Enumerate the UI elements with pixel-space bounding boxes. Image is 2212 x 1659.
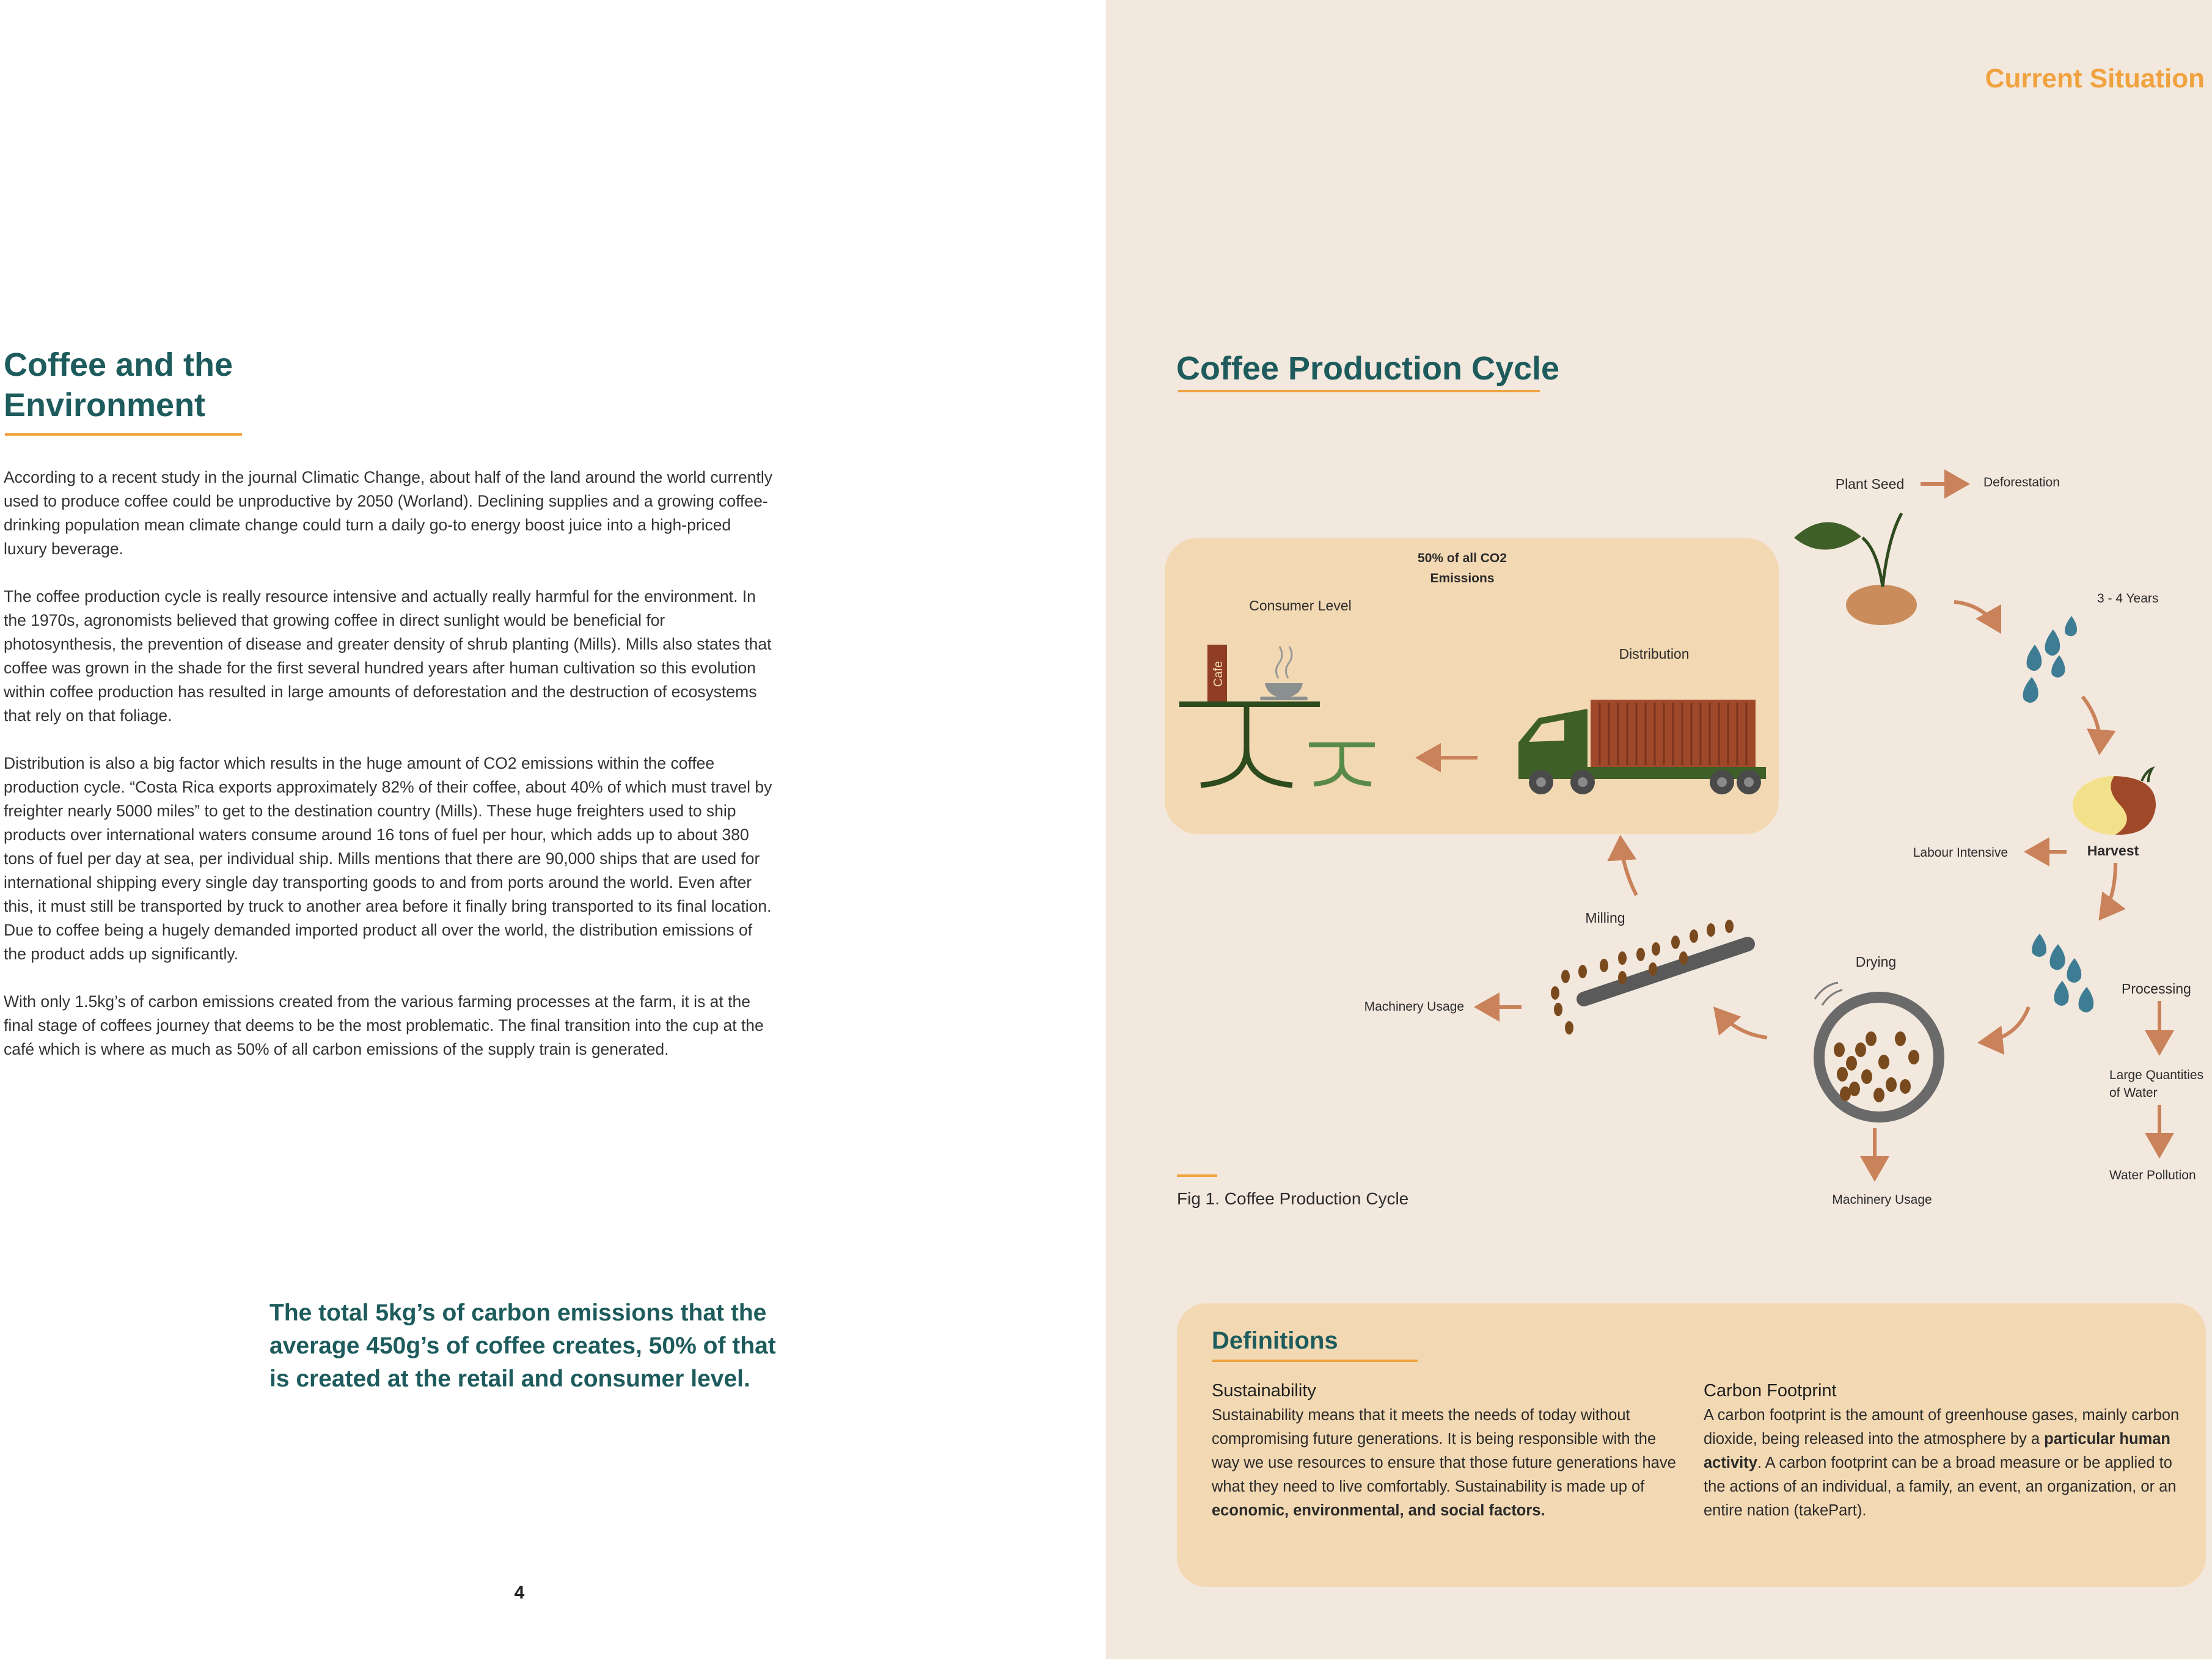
arrow-drying-to-milling: [1716, 1009, 1767, 1038]
label-deforestation: Deforestation: [1983, 475, 2060, 489]
label-co2-line2: Emissions: [1430, 571, 1495, 585]
arrow-milling-to-distribution: [1621, 838, 1636, 895]
definition-carbon-footprint: [1704, 1381, 2180, 1523]
page-number: 4: [514, 1583, 525, 1603]
fig-caption: Fig 1. Coffee Production Cycle: [1177, 1189, 1409, 1208]
label-large-quantities-2: of Water: [2109, 1086, 2158, 1100]
arrow-growth-to-harvest: [2082, 697, 2100, 752]
cafe-sign-text: Cafe: [1212, 661, 1225, 687]
label-large-quantities-1: Large Quantities: [2109, 1068, 2204, 1082]
label-machinery-usage-drying: Machinery Usage: [1832, 1193, 1932, 1207]
label-distribution: Distribution: [1619, 646, 1690, 662]
milling-icon: [1551, 920, 1748, 1035]
sustainability-body: [1212, 1404, 1682, 1523]
paragraph-1: According to a recent study in the journal Climatic Change, about half of the land around the world currently used to produce coffee could be unproductive by 2050 (Worland). Declining supplies and a growing coffee-drinking population mean climate change could turn a daily go-to energy boost juice into a high-priced luxury beverage.: [4, 468, 772, 558]
label-plant-seed: Plant Seed: [1835, 476, 1905, 492]
arrow-seed-to-growth: [1954, 602, 1999, 631]
label-drying: Drying: [1855, 954, 1897, 970]
carbon-footprint-body: [1704, 1404, 2180, 1523]
definition-sustainability: [1212, 1381, 1682, 1523]
label-consumer-level: Consumer Level: [1249, 598, 1352, 613]
definitions-title-underline: [1212, 1360, 1418, 1362]
heading-line-1: Coffee and the: [4, 346, 233, 383]
carbon-bold: particular human activity: [1704, 1430, 2171, 1471]
harvest-bean-icon: [2073, 769, 2156, 835]
label-water-pollution: Water Pollution: [2109, 1168, 2196, 1182]
definitions-title: Definitions: [1212, 1327, 1338, 1354]
carbon-text-2: . A carbon footprint can be a broad measure or be applied to the actions of an individual, a family, an event, an organization, or an entire nation (takePart).: [1704, 1454, 2177, 1519]
paragraph-4: With only 1.5kg’s of carbon emissions created from the various farming processes at the farm, it is at the final stage of coffees journey that deems to be the most problematic. The final transition into the cup at the café which is where as much as 50% of all carbon emissions of the supply train is generated.: [4, 992, 764, 1058]
fig-caption-rule: [1177, 1174, 1217, 1177]
sustainability-title: Sustainability: [1212, 1381, 1316, 1401]
paragraph-3: Distribution is also a big factor which results in the huge amount of CO2 emissions within the coffee production cycle. “Costa Rica exports approximately 82% of their coffee, about 40% of which must travel by freighter nearly 5000 miles” to get to the destination country (Mills). These huge freighters used to ship products over international waters consume around 16 tons of fuel per hour, which adds up to about 380 tons of fuel per day at sea, per individual ship. Mills mentions that there are 90,000 ships that are used for international shipping every single day transporting goods to and from ports around the world. Even after this, it must still be transported by truck to another area before it finally bring transported to its final location. Due to coffee being a hugely demanded imported product all over the world, the distribution emissions of the product adds up significantly.: [4, 754, 772, 963]
diagram-heading: Coffee Production Cycle: [1176, 350, 1560, 387]
sustainability-text: Sustainability means that it meets the needs of today without compromising future generations. It is being responsible with the way we use resources to ensure that those future generations have what they need to live comfortably. Sustainability is made up of: [1212, 1407, 1676, 1495]
label-processing: Processing: [2122, 981, 2191, 997]
label-labour-intensive: Labour Intensive: [1913, 846, 2008, 860]
paragraph-2: The coffee production cycle is really resource intensive and actually really harmful for the environment. In the 1970s, agronomists believed that growing coffee in direct sunlight would be beneficial for photosynthesis, the prevention of disease and greater density of shrub planting (Mills). Mills also states that coffee was grown in the shade for the first several hundred years after human cultivation so this evolution within coffee production has resulted in large amounts of deforestation and the destruction of ecosystems that rely on that foliage.: [4, 587, 772, 725]
plant-seed-icon: [1794, 513, 1917, 625]
carbon-footprint-title: Carbon Footprint: [1704, 1381, 1837, 1401]
heading-line-2: Environment: [4, 387, 206, 423]
label-milling: Milling: [1585, 910, 1625, 926]
carbon-text-1: A carbon footprint is the amount of greenhouse gases, mainly carbon dioxide, being released into the atmosphere by a: [1704, 1407, 2180, 1448]
section-label: Current Situation: [1985, 64, 2205, 93]
arrow-harvest-to-processing: [2101, 863, 2115, 918]
arrow-processing-to-drying: [1981, 1007, 2029, 1042]
water-drops-icon: [2023, 616, 2077, 703]
label-co2-line1: 50% of all CO2: [1418, 551, 1507, 565]
pull-quote: The total 5kg’s of carbon emissions that the average 450g’s of coffee creates, 50% of that is created at the retail and consumer level.: [269, 1300, 776, 1392]
sustainability-bold: economic, environmental, and social factors.: [1212, 1502, 1545, 1519]
drying-drum-icon: [1815, 983, 1939, 1117]
processing-drops-icon: [2032, 934, 2093, 1013]
label-harvest: Harvest: [2087, 843, 2139, 859]
label-machinery-usage-milling: Machinery Usage: [1364, 1000, 1464, 1014]
label-years: 3 - 4 Years: [2097, 591, 2159, 606]
